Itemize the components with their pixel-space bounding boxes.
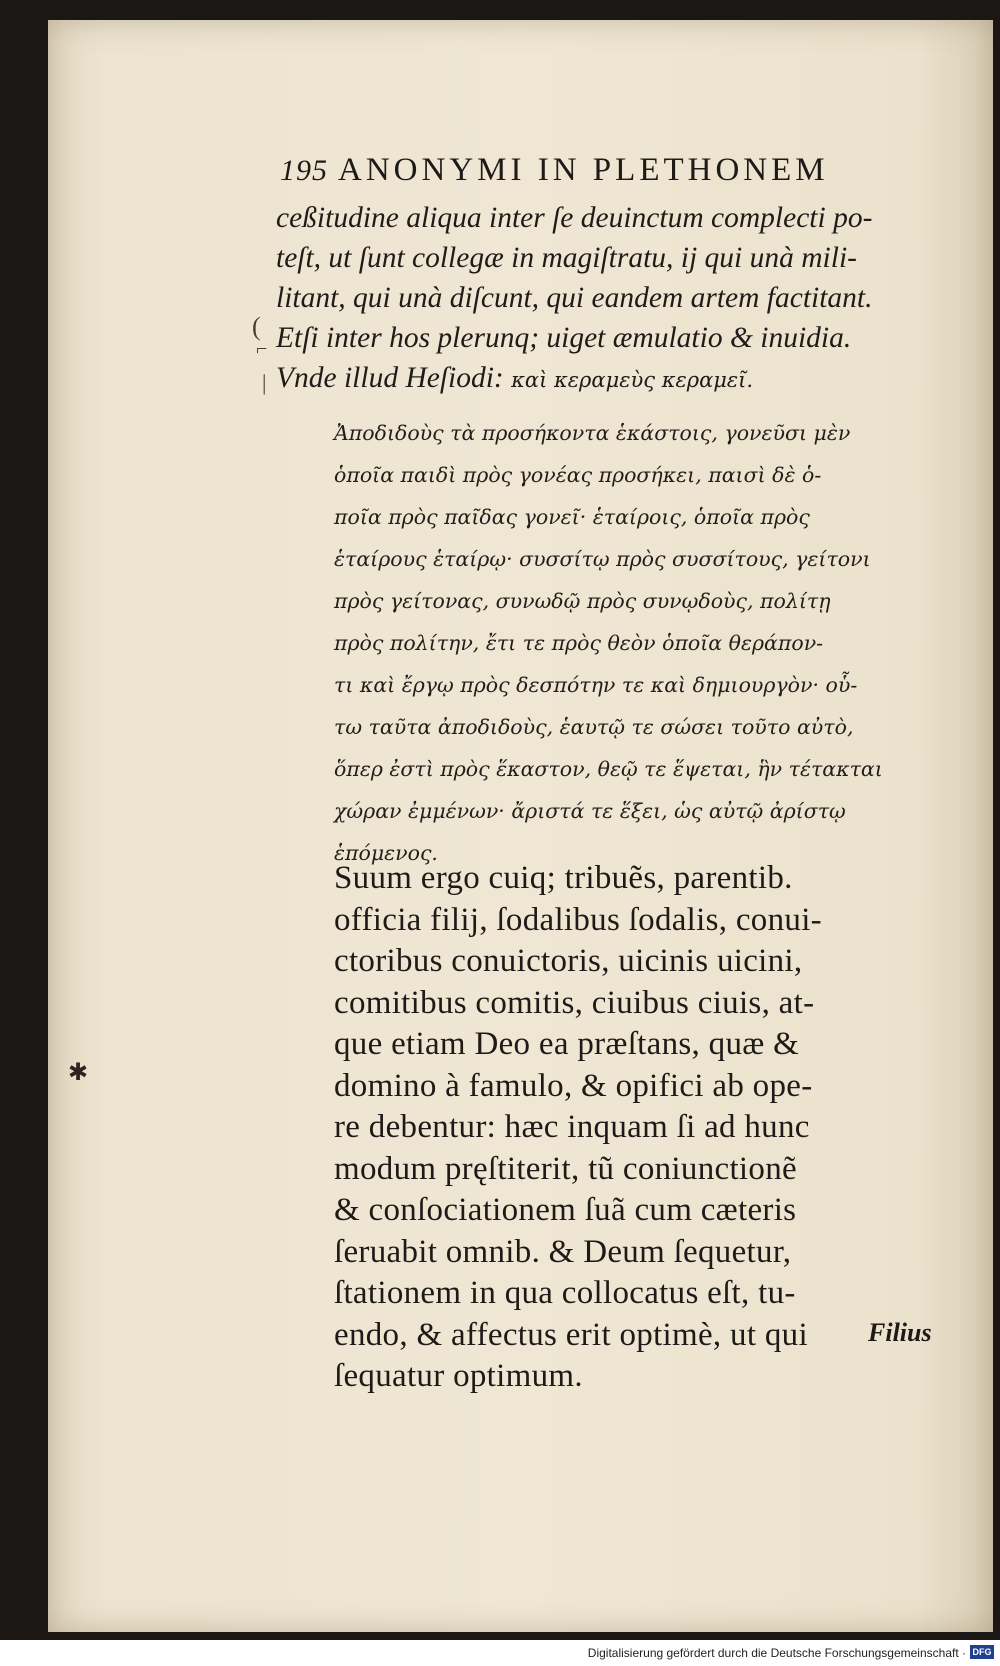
greek-line: πρὸς πολίτην, ἔτι τε πρὸς θεὸν ὁποῖα θεράπον- — [334, 631, 824, 655]
italic-line: teſt, ut ſunt collegæ in magiſtratu, ij qui unà mili- — [276, 242, 857, 274]
greek-line: τω ταῦτα ἀποδιδοὺς, ἑαυτῷ τε σώσει τοῦτο αὐτὸ, — [334, 715, 854, 739]
greek-line: ἑπόμενος. — [334, 841, 438, 865]
latin-translation — [334, 858, 964, 1398]
margin-asterisk-mark: ✱ — [68, 1058, 89, 1086]
hesiod-latin: Vnde illud Heſiodi: — [276, 362, 504, 394]
greek-line: Ἀποδιδοὺς τὰ προσήκοντα ἑκάστοις, γονεῦσι μὲν — [334, 421, 851, 445]
margin-mark: | — [262, 370, 267, 395]
margin-bracket-mark: ( — [252, 312, 261, 341]
latin-line: endo, & affectus erit optimè, ut qui — [334, 1316, 808, 1353]
greek-line: χώραν ἐμμένων· ἄριστά τε ἕξει, ὡς αὐτῷ ἀρίστῳ — [334, 799, 846, 823]
latin-line: ſeruabit omnib. & Deum ſequetur, — [334, 1233, 792, 1270]
greek-line: ὁποῖα παιδὶ πρὸς γονέας προσήκει, παισὶ δὲ ὁ- — [334, 463, 822, 487]
latin-line: ſequatur optimum. — [334, 1358, 583, 1394]
latin-line: ctoribus conuictoris, uicinis uicini, — [334, 943, 803, 979]
footer-credit: Digitalisierung gefördert durch die Deutsche Forschungsgemeinschaft · — [587, 1646, 966, 1660]
italic-line: Etſi inter hos plerunq; uiget æmulatio & inuidia. — [276, 322, 852, 354]
latin-line: domino à famulo, & opifici ab ope- — [334, 1067, 813, 1104]
greek-line: τι καὶ ἔργῳ πρὸς δεσπότην τε καὶ δημιουργὸν· οὗ- — [334, 673, 858, 697]
latin-line: re debentur: hæc inquam ſi ad hunc — [334, 1109, 810, 1145]
italic-paragraph — [276, 198, 956, 400]
italic-line: ceßitudine aliqua inter ſe deuinctum complecti po- — [276, 202, 873, 234]
latin-line: & conſociationem ſuã cum cæteris — [334, 1192, 797, 1228]
latin-line: officia filij, ſodalibus ſodalis, conui- — [334, 901, 822, 938]
italic-line: litant, qui unà diſcunt, qui eandem artem factitant. — [276, 282, 873, 314]
greek-quotation — [334, 412, 964, 874]
running-title: ANONYMI IN PLETHONEM — [338, 152, 829, 188]
greek-line: ὅπερ ἐστὶ πρὸς ἕκαστον, θεῷ τε ἕψεται, ἣν τέτακται — [334, 757, 883, 781]
latin-line: Suum ergo cuiq; tribuẽs, parentib. — [334, 860, 793, 896]
latin-line: comitibus comitis, ciuibus ciuis, at- — [334, 984, 815, 1021]
latin-line: ſtationem in qua collocatus eſt, tu- — [334, 1275, 796, 1311]
hesiod-line — [276, 358, 956, 400]
latin-line: modum pręſtiterit, tũ coniunctionẽ — [334, 1150, 797, 1187]
greek-line: ἑταίρους ἑταίρῳ· συσσίτῳ πρὸς συσσίτους, γείτονι — [334, 547, 871, 571]
page-number: 195 — [280, 154, 328, 187]
latin-line: que etiam Deo ea præſtans, quæ & — [334, 1026, 800, 1062]
dfg-logo: DFG — [970, 1645, 994, 1659]
catchword: Filius — [868, 1318, 932, 1347]
hesiod-greek: καὶ κεραμεὺς κεραμεῖ. — [511, 368, 754, 392]
greek-line: ποῖα πρὸς παῖδας γονεῖ· ἑταίροις, ὁποῖα πρὸς — [334, 505, 810, 529]
running-header — [280, 152, 829, 189]
margin-mark: ⌐ — [256, 338, 268, 360]
footer-bar — [0, 1640, 1000, 1666]
greek-line: πρὸς γείτονας, συνωδῷ πρὸς συνῳδοὺς, πολίτῃ — [334, 589, 831, 613]
